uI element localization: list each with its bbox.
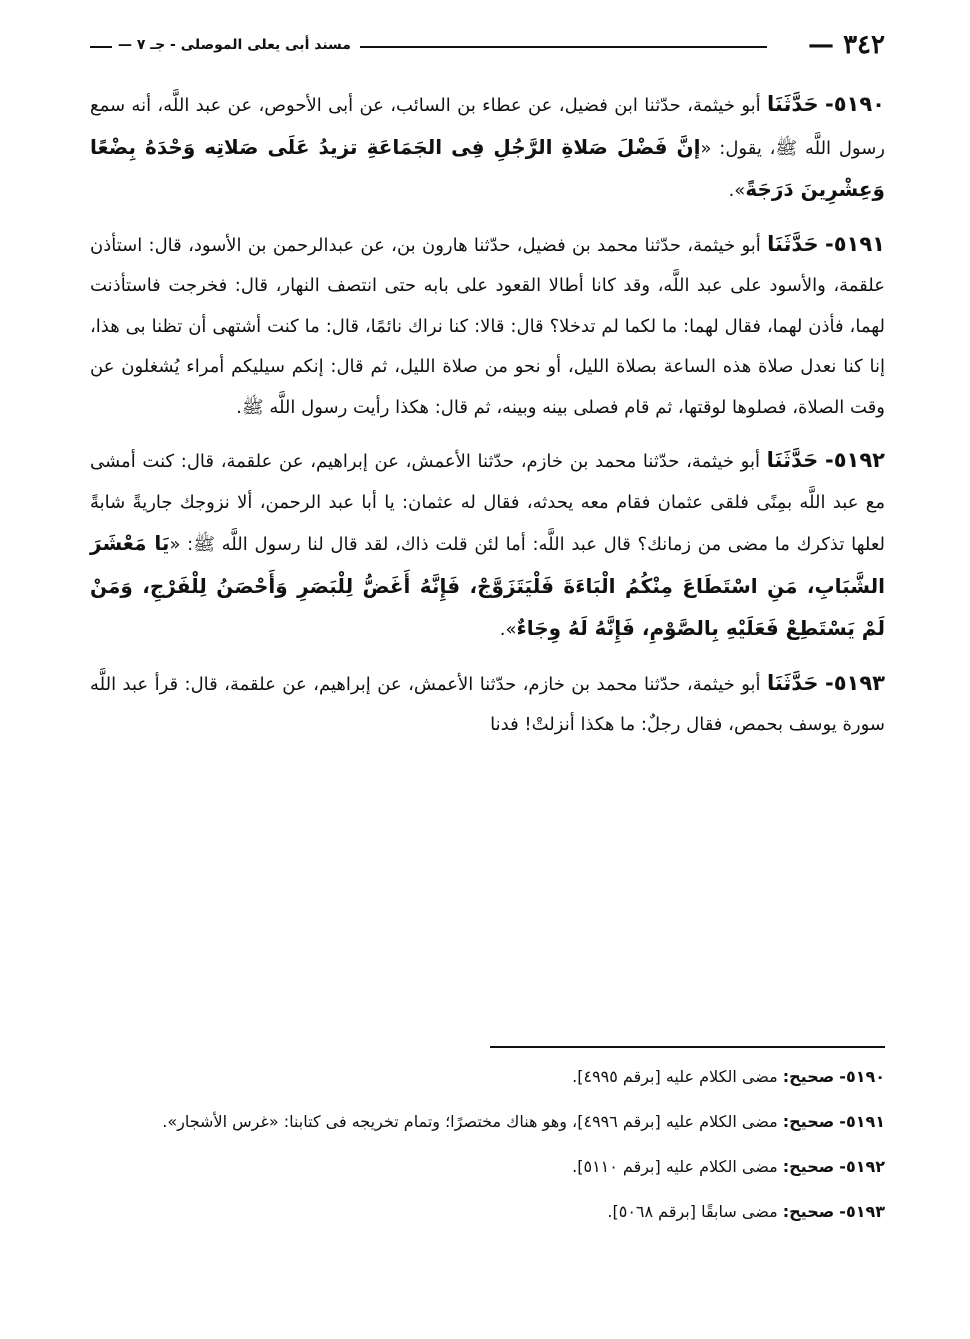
- footnote-divider: [490, 1046, 885, 1048]
- header-rule-end: [90, 46, 112, 48]
- book-page: [90, 22, 885, 1317]
- main-text: [90, 84, 885, 758]
- hadith-chain: أبو خيثمة، حدّثنا محمد بن خازم، حدّثنا الأعمش، عن إبراهيم، عن علقمة، قال: كنت أمشى مع عبد اللَّه بمِنًى فلقى عثمان فقام معه يحدثه، فقال له عثمان: يا أبا عبد الرحمن، ألا نزوجك جاريةً شابةً لعلها تذكرك ما مضى من زمانك؟ قال عبد اللَّه: أما لئن قلت ذاك، لقد قال لنا رسول اللَّه ﷺ: «: [90, 451, 885, 555]
- running-title: مسند أبى يعلى الموصلى - جـ ٧ —: [118, 37, 351, 53]
- footnote-number: ٥١٩٠-: [839, 1067, 885, 1086]
- hadith-number: ٥١٩١-: [825, 231, 885, 256]
- hadith-number: ٥١٩٣-: [825, 670, 885, 695]
- footnote-number: ٥١٩١-: [839, 1112, 885, 1131]
- hadith-5192: [90, 440, 885, 651]
- footnote-grade: صحيح:: [782, 1157, 835, 1176]
- hadith-5191: [90, 224, 885, 429]
- footnote-grade: صحيح:: [782, 1112, 835, 1131]
- hadith-intro: حَدَّثَنَا: [766, 448, 819, 472]
- hadith-5193: [90, 663, 885, 746]
- footnote-grade: صحيح:: [782, 1067, 835, 1086]
- header-rule: [360, 46, 767, 48]
- footnote-text: مضى الكلام عليه [برقم ٤٩٩٦]، وهو هناك مختصرًا؛ وتمام تخريجه فى كتابنا: «غرس الأشجار».: [162, 1112, 778, 1131]
- footnote-text: مضى الكلام عليه [برقم ٤٩٩٥].: [572, 1067, 778, 1086]
- hadith-chain: أبو خيثمة، حدّثنا ابن فضيل، عن عطاء بن السائب، عن أبى الأحوص، عن عبد اللَّه، أنه سمع رسول اللَّه ﷺ، يقول: «: [90, 95, 885, 159]
- page-header: [90, 28, 885, 68]
- footnote-5193: [90, 1193, 885, 1230]
- hadith-text: أبو خيثمة، حدّثنا محمد بن خازم، حدّثنا الأعمش، عن إبراهيم، عن علقمة، قال: قرأ عبد اللَّه سورة يوسف بحمص، فقال رجلٌ: ما هكذا أنزلتْ! فدنا: [90, 673, 885, 735]
- hadith-intro: حَدَّثَنَا: [766, 670, 819, 695]
- footnote-number: ٥١٩٣-: [839, 1202, 885, 1221]
- hadith-matn: يَا مَعْشَرَ الشَّبَابِ، مَنِ اسْتَطَاعَ مِنْكُمُ الْبَاءَةَ فَلْيَتَزَوَّجْ، فَإِنَّهُ أَغَضُّ لِلْبَصَرِ وَأَحْصَنُ لِلْفَرْجِ، وَمَنْ لَمْ يَسْتَطِعْ فَعَلَيْهِ بِالصَّوْمِ، فَإِنَّهُ لَهُ وِجَاءٌ: [90, 531, 885, 640]
- page-number: ٣٤٢ —: [808, 30, 885, 60]
- footnote-text: مضى الكلام عليه [برقم ٥١١٠].: [572, 1157, 778, 1176]
- hadith-intro: حَدَّثَنَا: [767, 92, 819, 116]
- hadith-number: ٥١٩٠-: [825, 92, 885, 116]
- hadith-number: ٥١٩٢-: [824, 448, 885, 472]
- footnote-5191: [90, 1103, 885, 1140]
- hadith-matn: إنَّ فَضْلَ صَلاةِ الرَّجُلِ فِى الجَمَاعَةِ تزيدُ عَلَى صَلاتِه وَحْدَهُ بِضْعًا وَعِشْرِينَ دَرَجَةً: [90, 134, 885, 201]
- footnote-text: مضى سابقًا [برقم ٥٠٦٨].: [607, 1202, 778, 1221]
- hadith-intro: حَدَّثَنَا: [767, 231, 819, 256]
- footnote-number: ٥١٩٢-: [839, 1157, 885, 1176]
- footnote-grade: صحيح:: [782, 1202, 835, 1221]
- hadith-ending: ».: [499, 619, 517, 640]
- hadith-text: أبو خيثمة، حدّثنا محمد بن فضيل، حدّثنا هارون بن، عن عبدالرحمن بن الأسود، قال: استأذن علقمة، والأسود على عبد اللَّه، وقد كانا أطالا القعود على بابه حتى انتصف النهار، قال: فخرجت فاستأذنت لهما، فأذن لهما، فقال لهما: ما لكما لم تدخلا؟ قال: قالا: كنا نراك نائمًا، قال: ما كنت أشتهى أن تظنا بى هذا، إنا كنا نعدل صلاة هذه الساعة بصلاة الليل، أو نحو من صلاة الليل، ثم قال: إنكم سيليكم أمراء يُشغلون عن وقت الصلاة، فصلوها لوقتها، ثم قام فصلى بينه وبينه، ثم قال: هكذا رأيت رسول اللَّه ﷺ.: [90, 234, 885, 418]
- hadith-ending: ».: [728, 180, 746, 201]
- footnote-5190: [90, 1058, 885, 1095]
- footnotes: [90, 1058, 885, 1238]
- footnote-5192: [90, 1148, 885, 1185]
- hadith-5190: [90, 84, 885, 212]
